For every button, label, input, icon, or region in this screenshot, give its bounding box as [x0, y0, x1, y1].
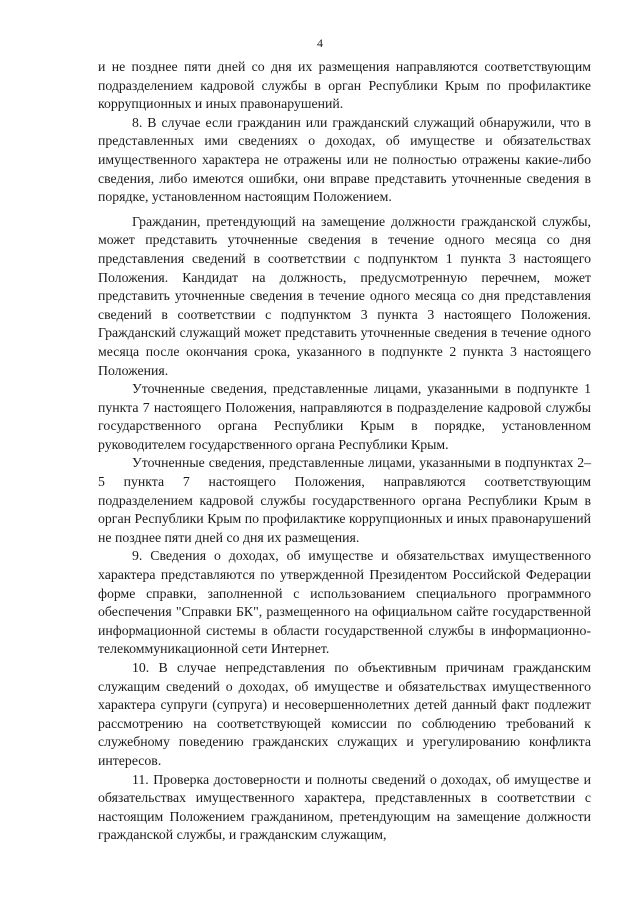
paragraph-item-11: 11. Проверка достоверности и полноты сведений о доходах, об имуществе и обязательствах имущественного характера, представленных в соответствии с настоящим Положением гражданином, претендующим на замещение должности гражданской службы, и гражданским служащим, [98, 771, 591, 843]
paragraph-item-8: 8. В случае если гражданин или гражданский служащий обнаружили, что в представленных ими сведениях о доходах, об имуществе и обязательствах имущественного характера не отражены или не полностью отражены какие-либо сведения, либо имеются ошибки, они вправе представить уточненные сведения в порядке, установленном настоящим Положением. [98, 114, 591, 205]
paragraph-corrections-subpoint-1: Уточненные сведения, представленные лицами, указанными в подпункте 1 пункта 7 настоящего Положения, направляются в подразделение кадровой службы государственного органа Республики Крым в порядке, установленном руководителем государственного органа Республики Крым. [98, 381, 591, 452]
document-body [98, 58, 591, 845]
paragraph-citizen-corrections: Гражданин, претендующий на замещение должности гражданской службы, может представить уточненные сведения в течение одного месяца со дня представления сведений в соответствии с подпунктом 1 пункта 3 настоящего Положения. Кандидат на должность, предусмотренную перечнем, может представить уточненные сведения в течение одного месяца со дня представления сведений в соответствии с подпунктом 3 пункта 3 настоящего Положения. Гражданский служащий может представить уточненные сведения в течение одного месяца после окончания срока, указанного в подпункте 2 пункта 3 настоящего Положения. [98, 213, 591, 378]
paragraph-item-10: 10. В случае непредставления по объективным причинам гражданским служащим сведений о доходах, об имуществе и обязательствах имущественного характера супруги (супруга) и несовершеннолетних детей данный факт подлежит рассмотрению на соответствующей комиссии по соблюдению требований к служебному поведению гражданских служащих и урегулированию конфликта интересов. [98, 660, 591, 768]
paragraph-corrections-subpoints-2-5: Уточненные сведения, представленные лицами, указанными в подпунктах 2–5 пункта 7 настоящего Положения, направляются соответствующим подразделением кадровой службы государственного органа Республики Крым в орган Республики Крым по профилактике коррупционных и иных правонарушений не позднее пяти дней со дня их размещения. [98, 455, 591, 545]
paragraph-continuation: и не позднее пяти дней со дня их размещения направляются соответствующим подразделением кадровой службы в орган Республики Крым по профилактике коррупционных и иных правонарушений. [98, 59, 591, 112]
paragraph-item-9: 9. Сведения о доходах, об имуществе и обязательствах имущественного характера представляются по утвержденной Президентом Российской Федерации форме справки, заполненной с использованием специального программного обеспечения "Справки БК", размещенного на официальном сайте государственной информационной системы в области государственной службы в информационно-телекоммуникационной сети Интернет. [98, 548, 591, 657]
page-number: 4 [317, 36, 323, 50]
